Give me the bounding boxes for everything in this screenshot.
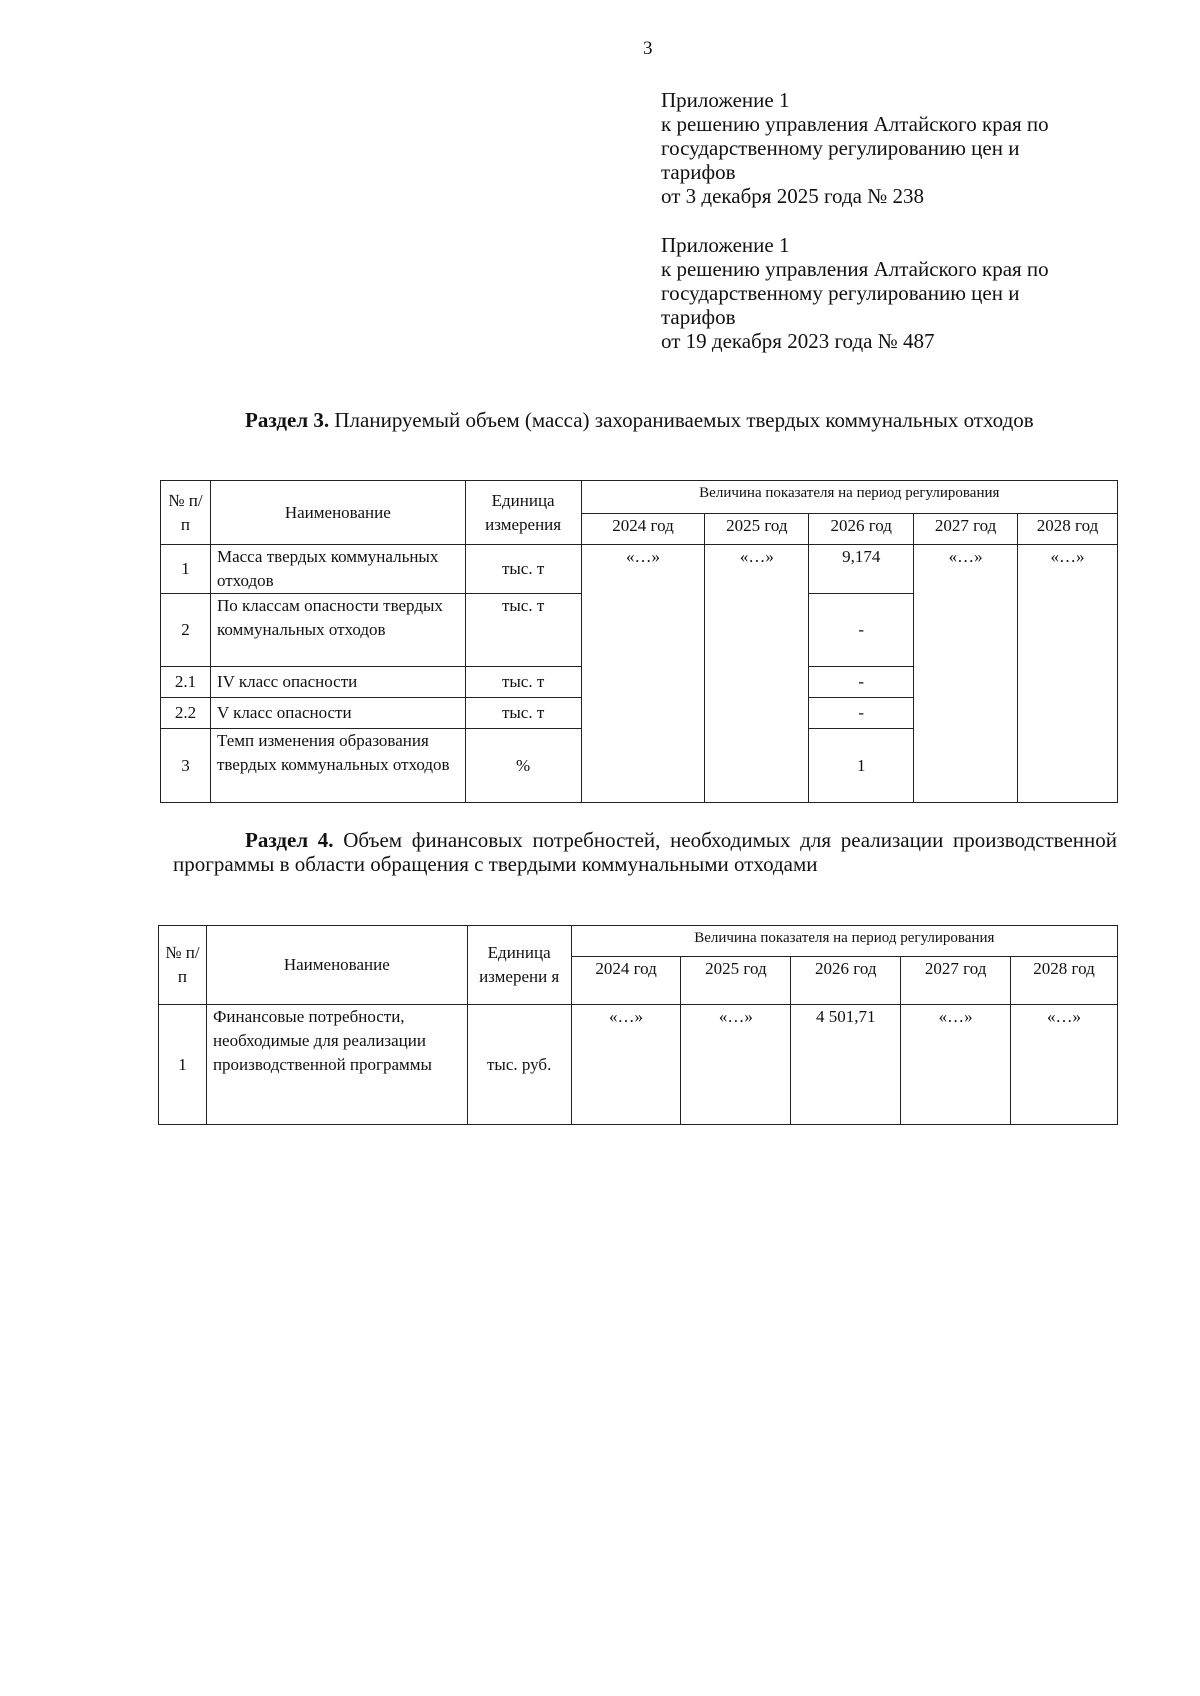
header-unit: Единица измерения — [465, 481, 581, 545]
row-name: V класс опасности — [210, 698, 465, 729]
value-2026: - — [809, 698, 914, 729]
row-num: 2.2 — [161, 698, 211, 729]
table-row — [161, 545, 1118, 594]
row-num: 2 — [161, 594, 211, 667]
header-year: 2024 год — [581, 514, 705, 545]
section-4-heading — [173, 828, 1117, 876]
value-2027: «…» — [914, 545, 1018, 803]
section-4-title: Объем финансовых потребностей, необходимых для реализации производственной программы в области обращения с твердыми коммунальными отходами — [173, 828, 1117, 876]
section-3-table — [160, 480, 1118, 803]
header-unit: Единица измерени я — [467, 926, 571, 1005]
value-2026: - — [809, 594, 914, 667]
annex-title: Приложение 1 — [661, 233, 790, 257]
annex-line: государственному регулированию цен и — [661, 136, 1020, 160]
header-num: № п/п — [161, 481, 211, 545]
section-3-title: Планируемый объем (масса) захораниваемых твердых коммунальных отходов — [334, 408, 1034, 432]
row-unit: тыс. т — [465, 667, 581, 698]
row-name: IV класс опасности — [210, 667, 465, 698]
row-name: Финансовые потребности, необходимые для реализации производственной программы — [206, 1005, 467, 1125]
row-unit: тыс. т — [465, 545, 581, 594]
annex-title: Приложение 1 — [661, 88, 790, 112]
annex-line: тарифов — [661, 305, 736, 329]
row-num: 1 — [159, 1005, 207, 1125]
header-year: 2025 год — [705, 514, 809, 545]
value-2026: 1 — [809, 729, 914, 803]
row-unit: тыс. т — [465, 698, 581, 729]
annex-block-previous — [661, 233, 1049, 353]
header-year: 2028 год — [1011, 957, 1118, 1005]
value-2028: «…» — [1011, 1005, 1118, 1125]
section-4-label: Раздел 4. — [245, 828, 334, 852]
header-year: 2026 год — [809, 514, 914, 545]
annex-line: к решению управления Алтайского края по — [661, 257, 1049, 281]
header-year: 2025 год — [681, 957, 791, 1005]
value-2026: - — [809, 667, 914, 698]
header-year: 2026 год — [791, 957, 901, 1005]
header-num: № п/ п — [159, 926, 207, 1005]
table-row — [159, 1005, 1118, 1125]
header-period: Величина показателя на период регулирования — [581, 481, 1117, 514]
value-2027: «…» — [901, 1005, 1011, 1125]
value-2026: 9,174 — [809, 545, 914, 594]
value-2026: 4 501,71 — [791, 1005, 901, 1125]
page-number: 3 — [643, 38, 653, 59]
annex-date: от 3 декабря 2025 года № 238 — [661, 184, 924, 208]
row-num: 1 — [161, 545, 211, 594]
row-num: 3 — [161, 729, 211, 803]
row-name: По классам опасности твердых коммунальных отходов — [210, 594, 465, 667]
row-unit: тыс. руб. — [467, 1005, 571, 1125]
header-year: 2027 год — [914, 514, 1018, 545]
row-unit: % — [465, 729, 581, 803]
header-year: 2027 год — [901, 957, 1011, 1005]
header-year: 2024 год — [571, 957, 681, 1005]
header-name: Наименование — [210, 481, 465, 545]
section-3-heading — [173, 408, 1117, 432]
section-3-label: Раздел 3. — [245, 408, 330, 432]
value-2024: «…» — [581, 545, 705, 803]
section-4-table — [158, 925, 1118, 1125]
row-name: Масса твердых коммунальных отходов — [210, 545, 465, 594]
header-period: Величина показателя на период регулирования — [571, 926, 1117, 957]
annex-date: от 19 декабря 2023 года № 487 — [661, 329, 935, 353]
row-num: 2.1 — [161, 667, 211, 698]
row-name: Темп изменения образования твердых коммунальных отходов — [210, 729, 465, 803]
header-name: Наименование — [206, 926, 467, 1005]
value-2025: «…» — [705, 545, 809, 803]
value-2024: «…» — [571, 1005, 681, 1125]
row-unit: тыс. т — [465, 594, 581, 667]
annex-line: к решению управления Алтайского края по — [661, 112, 1049, 136]
annex-line: государственному регулированию цен и — [661, 281, 1020, 305]
value-2025: «…» — [681, 1005, 791, 1125]
annex-block-current — [661, 88, 1049, 208]
annex-line: тарифов — [661, 160, 736, 184]
value-2028: «…» — [1018, 545, 1118, 803]
header-year: 2028 год — [1018, 514, 1118, 545]
